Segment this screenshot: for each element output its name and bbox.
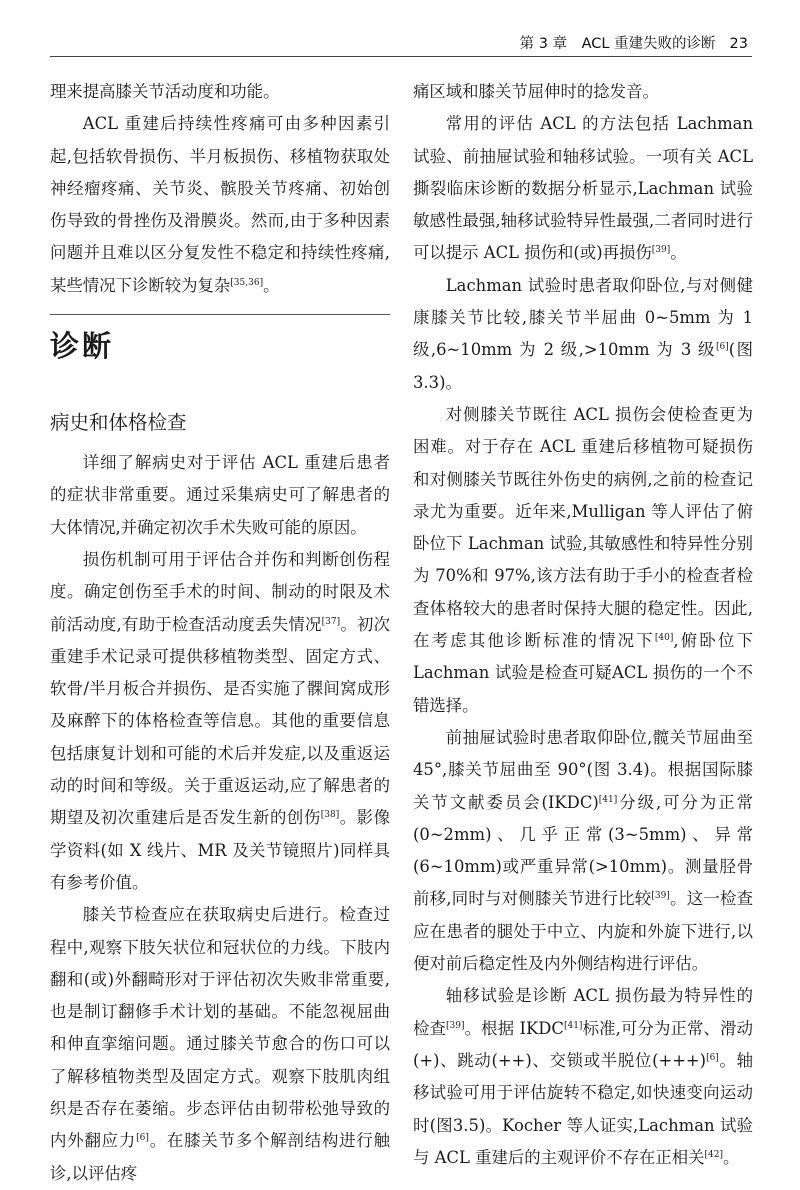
left-column (50, 76, 390, 1190)
subsection-title: 病史和体格检查 (50, 411, 187, 435)
citation: [38] (320, 810, 340, 821)
page-header (0, 30, 800, 58)
header-rule (50, 56, 752, 57)
citation: [6] (706, 1052, 719, 1063)
citation: [40] (654, 633, 674, 644)
paragraph: 损伤机制可用于评估合并伤和判断创伤程度。确定创伤至手术的时间、制动的时限及术前活动度,有助于检查活动度丢失情况[37]。初次重建手术记录可提供移植物类型、固定方式、软骨/半月板合并损伤、是否实施了髁间窝成形及麻醉下的体格检查等信息。其他的重要信息包括康复计划和可能的术后并发症,以及重返运动的时间和等级。关于重返运动,应了解患者的期望及初次重建后是否发生新的创伤[38]。影像学资料(如 X 线片、MR 及关节镜照片)同样具有参考价值。 (50, 549, 390, 892)
paragraph: 前抽屉试验时患者取仰卧位,髋关节屈曲至 45°,膝关节屈曲至 90°(图 3.4)。根据国际膝关节文献委员会(IKDC)[41]分级,可分为正常(0~2mm)、几乎正常(3~5mm)、异常(6~10mm)或严重异常(>10mm)。测量胫骨前移,同时与对侧膝关节进行比较[39]。这一检查应在患者的腿处于中立、内旋和外旋下进行,以便对前后稳定性及内外侧结构进行评估。 (413, 727, 753, 974)
paragraph: Lachman 试验时患者取仰卧位,与对侧健康膝关节比较,膝关节半屈曲 0~5mm 为 1 级,6~10mm 为 2 级,>10mm 为 3 级[6](图 3.3)。 (413, 275, 753, 392)
paragraph: 轴移试验是诊断 ACL 损伤最为特异性的检查[39]。根据 IKDC[41]标准,可分为正常、滑动(+)、跳动(++)、交锁或半脱位(+++)[6]。轴移试验可用于评估旋转不稳定,如快速变向运动时(图3.5)。Kocher 等人证实,Lachman 试验与 ACL 重建后的主观评价不存在正相关[42]。 (413, 986, 753, 1167)
chapter-title: 第 3 章 ACL 重建失败的诊断 (519, 36, 716, 52)
section-rule (50, 314, 390, 315)
citation: [6] (715, 342, 729, 353)
section-title: 诊断 (50, 329, 115, 364)
citation: [39] (651, 245, 671, 256)
running-header (520, 32, 748, 53)
paragraph: ACL 重建后持续性疼痛可由多种因素引起,包括软骨损伤、半月板损伤、移植物获取处神经瘤疼痛、关节炎、髌股关节疼痛、初始创伤导致的骨挫伤及滑膜炎。然而,由于多种因素问题并且难以区分复发性不稳定和持续性疼痛,某些情况下诊断较为复杂[35,36]。 (50, 114, 390, 295)
paragraph: 膝关节检查应在获取病史后进行。检查过程中,观察下肢矢状位和冠状位的力线。下肢内翻和(或)外翻畸形对于评估初次失败非常重要,也是制订翻修手术计划的基础。不能忽视屈曲和伸直挛缩问题。通过膝关节愈合的伤口可以了解移植物类型及固定方式。观察下肢肌肉组织是否存在萎缩。步态评估由韧带松弛导致的内外翻应力[6]。在膝关节多个解剖结构进行触诊,以评估疼 (50, 905, 391, 1183)
citation: [39] (651, 891, 670, 902)
paragraph: 常用的评估 ACL 的方法包括 Lachman 试验、前抽屉试验和轴移试验。一项有关 ACL 撕裂临床诊断的数据分析显示,Lachman 试验敏感性最强,轴移试验特异性最强,二者同时进行可以提示 ACL 损伤和(或)再损伤[39]。 (413, 114, 753, 263)
citation: [35,36] (230, 277, 264, 288)
citation: [39] (446, 1020, 465, 1031)
citation: [42] (704, 1149, 724, 1160)
paragraph: 痛区域和膝关节屈伸时的捻发音。 (413, 82, 659, 101)
page-number: 23 (729, 36, 748, 52)
paragraph: 理来提高膝关节活动度和功能。 (50, 82, 280, 101)
right-column (413, 76, 753, 1174)
citation: [6] (136, 1133, 149, 1144)
citation: [41] (563, 1020, 583, 1031)
paragraph: 对侧膝关节既往 ACL 损伤会使检查更为困难。对于存在 ACL 重建后移植物可疑损伤和对侧膝关节既往外伤史的病例,之前的检查记录尤为重要。近年来,Mulligan 等人评估了俯卧位下 Lachman 试验,其敏感性和特异性分别为 70%和 97%,该方法有助于手小的检查者检查体格较大的患者时保持大腿的稳定性。因此,在考虑其他诊断标准的情况下[40],俯卧位下 Lachman 试验是检查可疑ACL 损伤的一个不错选择。 (413, 404, 753, 715)
citation: [37] (321, 616, 341, 627)
citation: [41] (598, 794, 618, 805)
paragraph: 详细了解病史对于评估 ACL 重建后患者的症状非常重要。通过采集病史可了解患者的大体情况,并确定初次手术失败可能的原因。 (50, 453, 390, 537)
